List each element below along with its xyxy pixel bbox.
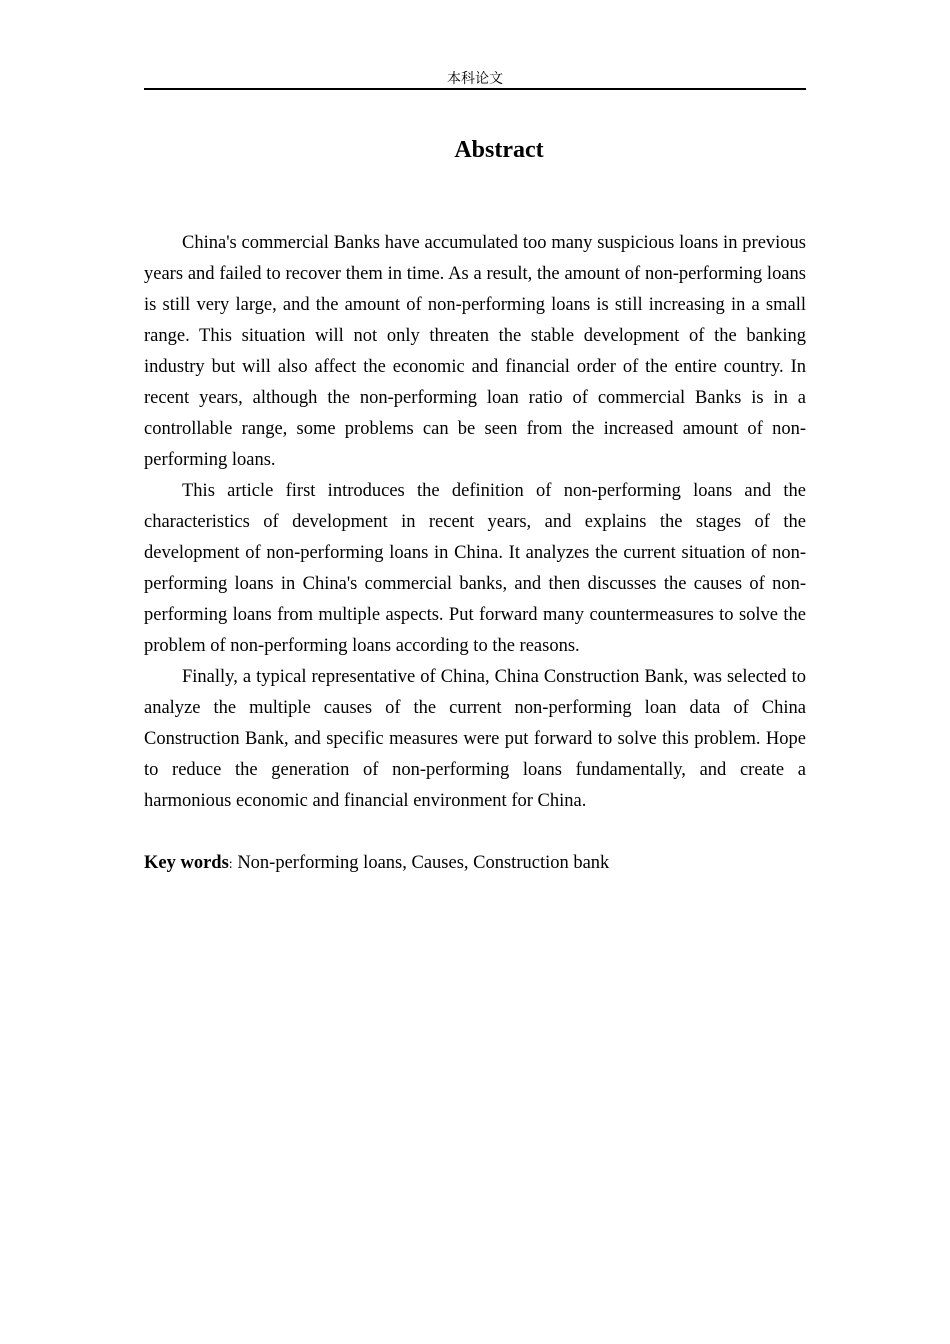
- keywords-line: [144, 848, 806, 880]
- abstract-paragraph-1: China's commercial Banks have accumulated too many suspicious loans in previous years and failed to recover them in time. As a result, the amount of non-performing loans is still very large, and the amount of non-performing loans is still increasing in a small range. This situation will not only threaten the stable development of the banking industry but will also affect the economic and financial order of the entire country. In recent years, although the non-performing loan ratio of commercial Banks is in a controllable range, some problems can be seen from the increased amount of non-performing loans.: [144, 233, 806, 470]
- abstract-paragraph-2: This article first introduces the definition of non-performing loans and the characteristics of development in recent years, and explains the stages of the development of non-performing loans in China. It analyzes the current situation of non-performing loans in China's commercial banks, and then discusses the causes of non-performing loans from multiple aspects. Put forward many countermeasures to solve the problem of non-performing loans according to the reasons.: [144, 481, 806, 656]
- keywords-separator: :: [228, 857, 233, 872]
- abstract-paragraph-3: Finally, a typical representative of China, China Construction Bank, was selected to analyze the multiple causes of the current non-performing loan data of China Construction Bank, and specific measures were put forward to solve this problem. Hope to reduce the generation of non-performing loans fundamentally, and create a harmonious economic and financial environment for China.: [144, 667, 806, 811]
- abstract-title: Abstract: [454, 137, 544, 163]
- page-header: 本科论文: [447, 71, 503, 87]
- abstract-body: [144, 228, 806, 817]
- header-rule: [144, 88, 806, 90]
- keywords-label: Key words: [144, 853, 229, 873]
- keywords-value: Non-performing loans, Causes, Construction bank: [232, 853, 610, 873]
